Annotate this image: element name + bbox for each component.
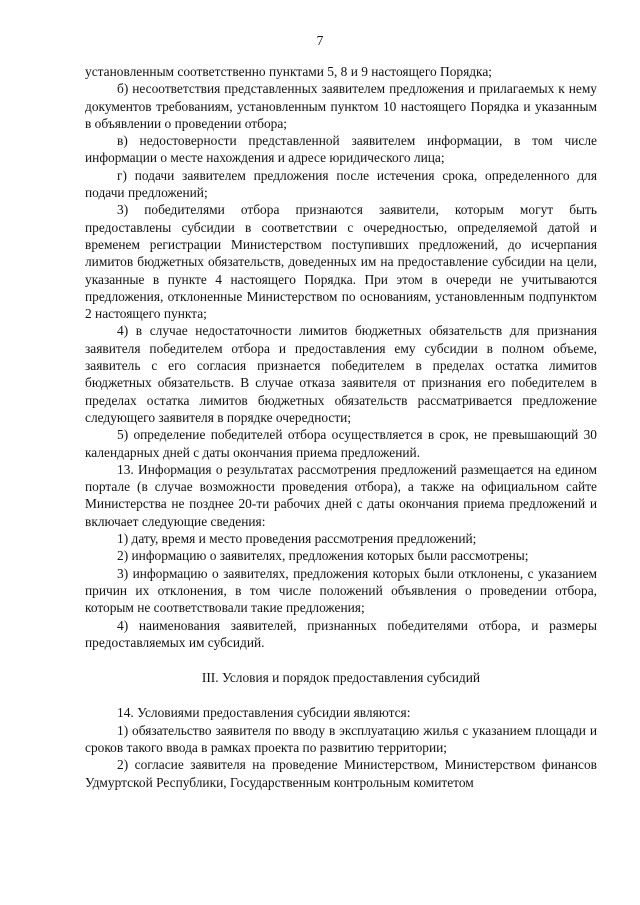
paragraph: 3) победителями отбора признаются заявители, которым могут быть предоставлены субсидии в соответствии с очередностью, определяемой датой и временем регистрации Министерством поступивших предложений, до исчерпания лимитов бюджетных обязательств, доведенных им на предоставление субсидии на цели, указанные в пункте 4 настоящего Порядка. При этом в очереди не учитываются предложения, отклоненные Министерством по основаниям, установленным подпунктом 2 настоящего пункта;	[85, 202, 597, 322]
paragraph: 2) согласие заявителя на проведение Министерством, Министерством финансов Удмуртской Республики, Государственным контрольным комитетом	[85, 757, 597, 790]
paragraph: установленным соответственно пунктами 5, 8 и 9 настоящего Порядка;	[85, 64, 493, 79]
paragraph: 5) определение победителей отбора осуществляется в срок, не превышающий 30 календарных дней с даты окончания приема предложений.	[85, 427, 597, 460]
paragraph: 1) дату, время и место проведения рассмотрения предложений;	[117, 531, 477, 547]
paragraph: 14. Условиями предоставления субсидии являются:	[117, 705, 411, 721]
paragraph: 13. Информация о результатах рассмотрения предложений размещается на едином портале (в случае возможности проведения отбора), а также на официальном сайте Министерства не позднее 20-ти рабочих дней с даты окончания приема предложений и включает следующие сведения:	[85, 461, 597, 529]
paragraph: 2) информацию о заявителях, предложения которых были рассмотрены;	[117, 548, 529, 564]
page-number: 7	[316, 33, 324, 48]
paragraph: 4) в случае недостаточности лимитов бюджетных обязательств для признания заявителя победителем отбора и предоставления ему субсидии в полном объеме, заявитель с его согласия признается победителем в пределах остатка лимитов бюджетных обязательств. В случае отказа заявителя от признания его победителем в пределах остатка лимитов бюджетных обязательств рассматривается предложение следующего заявителя в порядке очередности;	[85, 323, 597, 425]
paragraph: в) недостоверности представленной заявителем информации, в том числе информации о месте нахождения и адресе юридического лица;	[85, 133, 597, 166]
paragraph: б) несоответствия представленных заявителем предложения и прилагаемых к нему документов требованиям, установленным пунктом 10 настоящего Порядка и указанным в объявлении о проведении отбора;	[85, 81, 597, 131]
paragraph: 3) информацию о заявителях, предложения которых были отклонены, с указанием причин их отклонения, в том числе положений объявления о проведении отбора, которым не соответствовали такие предложения;	[85, 565, 597, 616]
paragraph: 4) наименования заявителей, признанных победителями отбора, и размеры предоставляемых им субсидий.	[85, 617, 597, 650]
document-body	[85, 63, 597, 791]
paragraph: г) подачи заявителем предложения после истечения срока, определенного для подачи предложений;	[85, 167, 597, 201]
paragraph: 1) обязательство заявителя по вводу в эксплуатацию жилья с указанием площади и сроков такого ввода в рамках проекта по развитию территории;	[85, 722, 597, 755]
section-heading: III. Условия и порядок предоставления субсидий	[201, 670, 481, 686]
